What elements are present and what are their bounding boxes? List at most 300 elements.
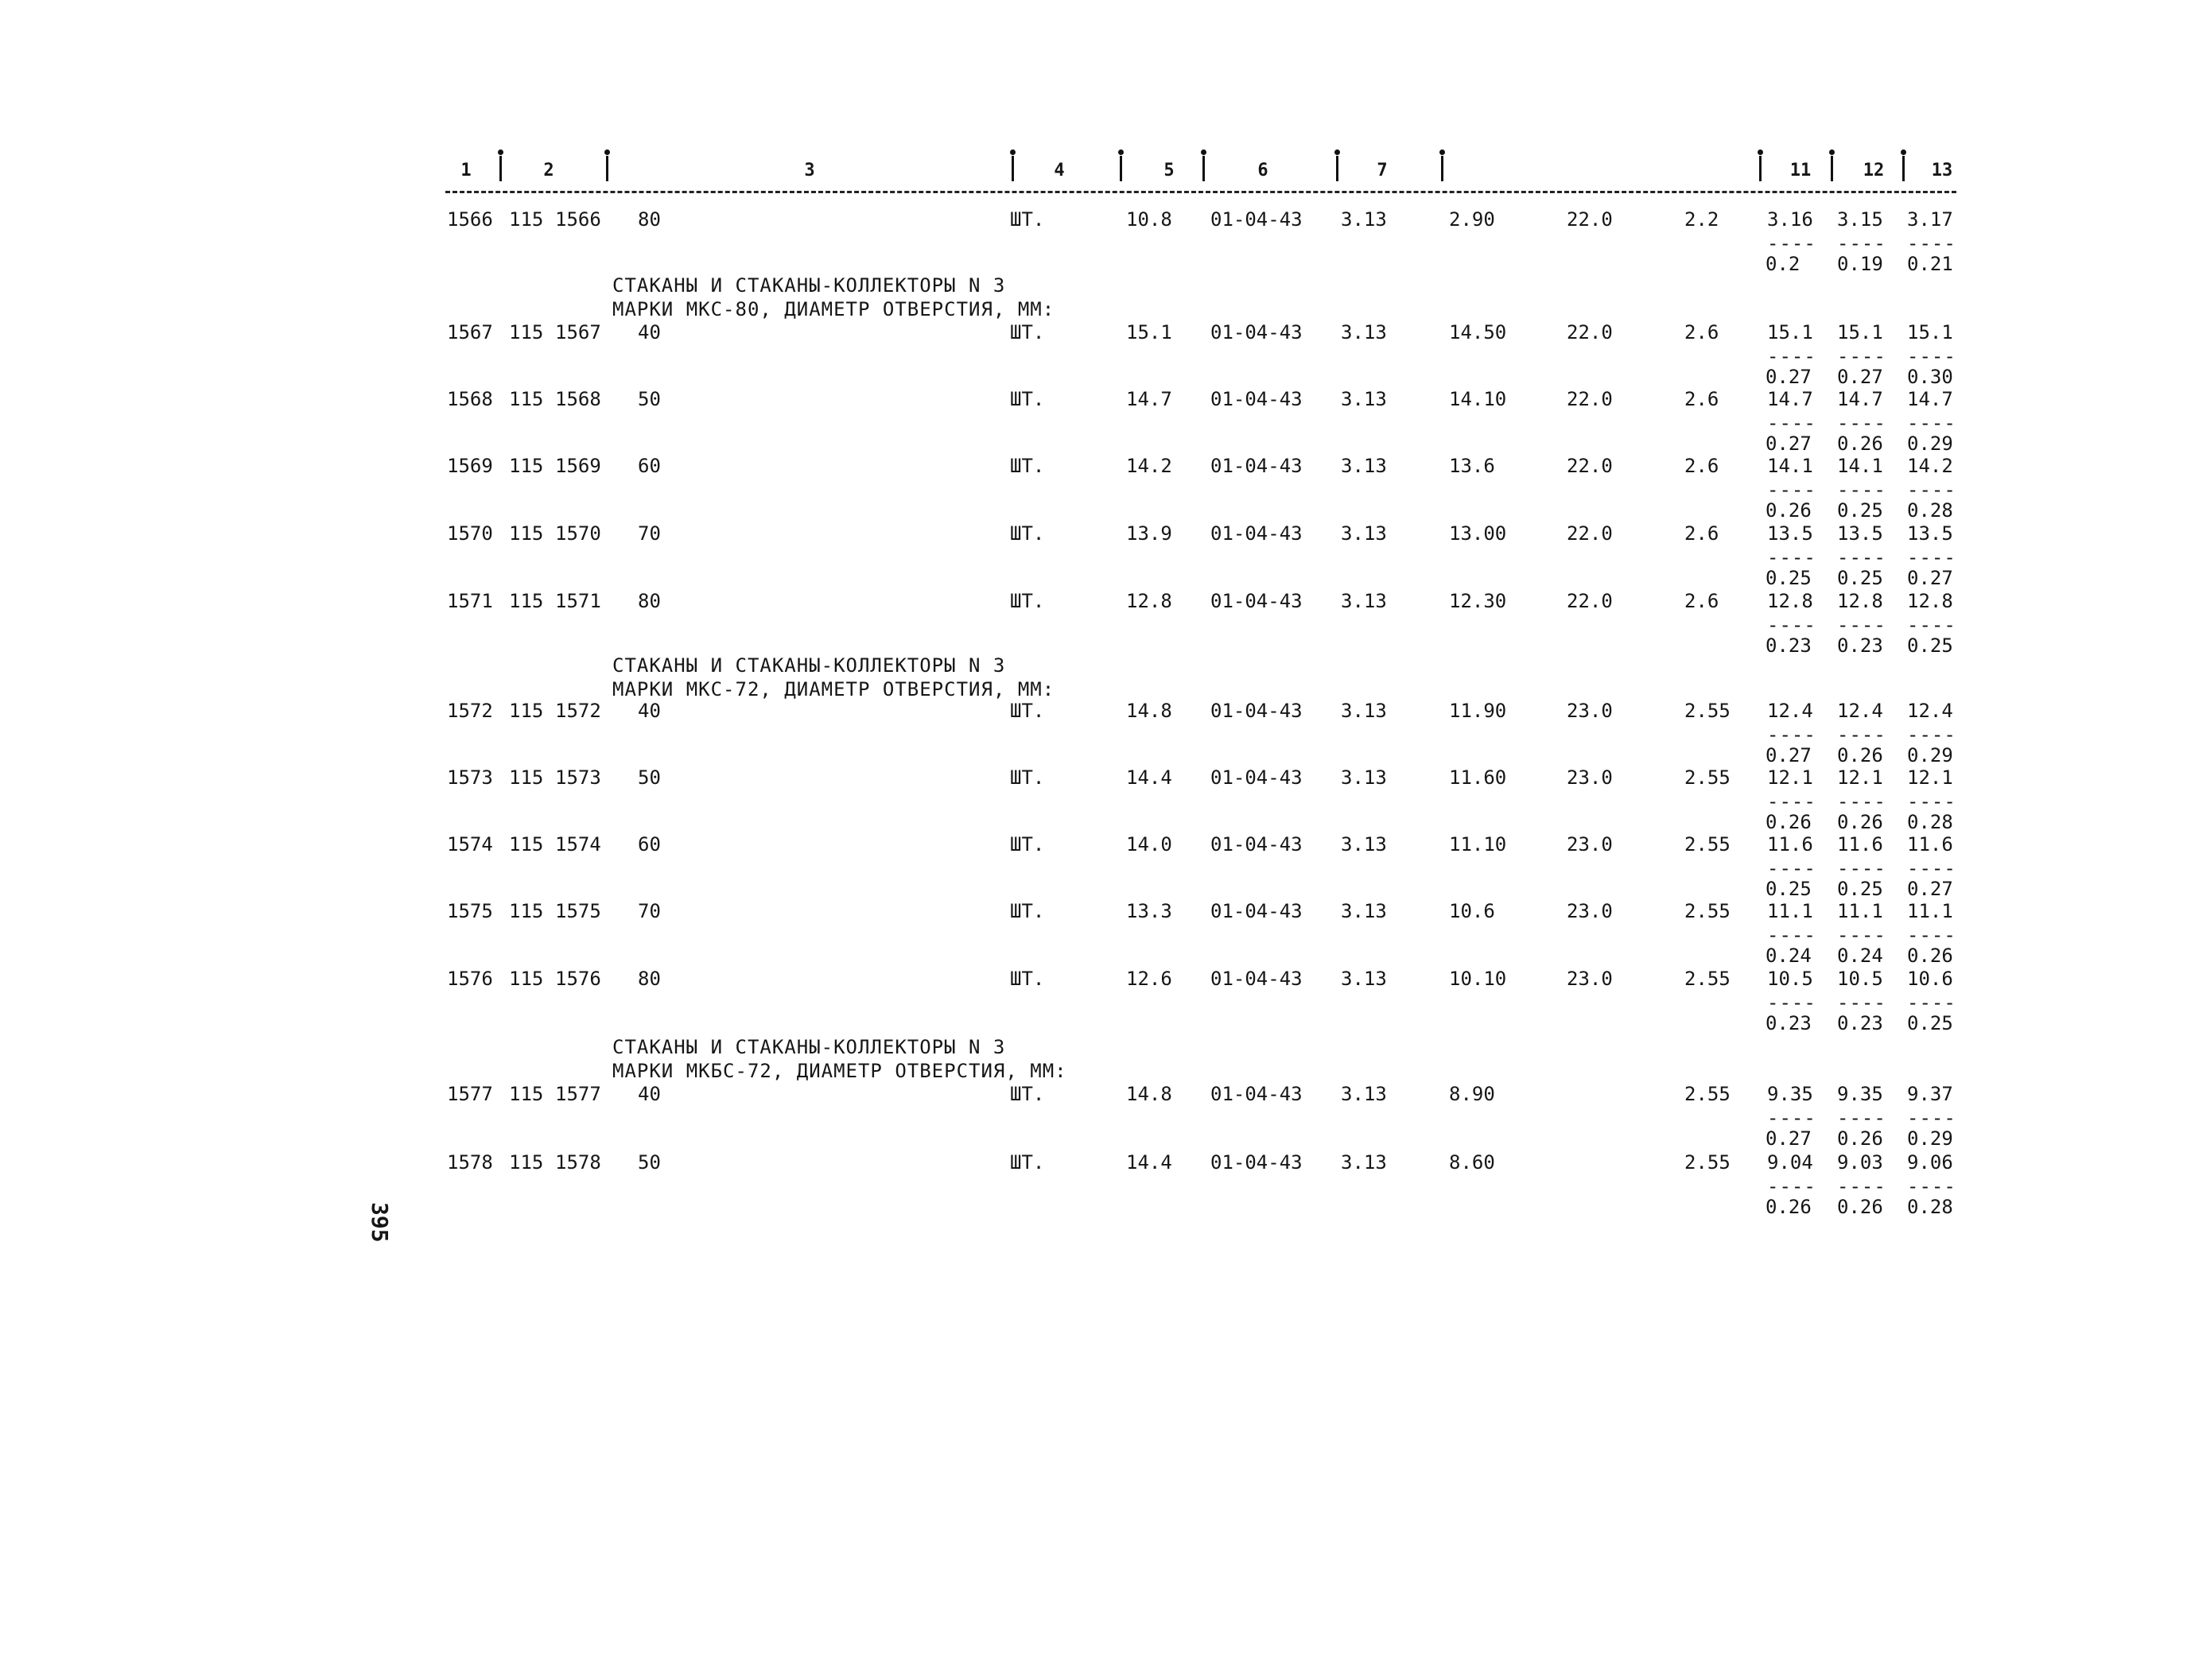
row-col9-value: 22.0 <box>1567 590 1613 612</box>
row-col13-value: 15.1 <box>1907 321 1953 343</box>
row-col7-value: 3.13 <box>1341 590 1387 612</box>
row-col7-value: 3.13 <box>1341 900 1387 922</box>
row-item-value: 60 <box>638 833 661 856</box>
row-code: 01-04-43 <box>1210 208 1303 231</box>
fraction-divider: ---- <box>1907 412 1956 434</box>
row-number-part1: 1576 <box>447 968 493 990</box>
row-col11-value: 10.5 <box>1767 968 1813 990</box>
row-denominator-value: 0.29 <box>1907 744 1953 766</box>
row-col12-value: 9.35 <box>1837 1083 1883 1105</box>
row-denominator-value: 0.28 <box>1907 1196 1953 1218</box>
row-number-part3: 1566 <box>555 208 601 231</box>
fraction-divider: ---- <box>1767 1107 1816 1129</box>
row-col5-value: 14.8 <box>1126 1083 1172 1105</box>
row-col8-value: 11.60 <box>1449 766 1507 789</box>
row-col7-value: 3.13 <box>1341 766 1387 789</box>
fraction-divider: ---- <box>1907 857 1956 879</box>
row-item-value: 50 <box>638 1151 661 1174</box>
row-col9-value: 22.0 <box>1567 388 1613 410</box>
row-number-part3: 1570 <box>555 522 601 545</box>
row-number-part3: 1578 <box>555 1151 601 1174</box>
table-row <box>0 388 2187 455</box>
fraction-divider: ---- <box>1837 479 1886 501</box>
row-col9-value: 22.0 <box>1567 208 1613 231</box>
row-col9-value: 23.0 <box>1567 900 1613 922</box>
row-denominator-value: 0.2 <box>1766 253 1800 275</box>
row-col12-value: 11.6 <box>1837 833 1883 856</box>
table-row <box>0 455 2187 522</box>
fraction-divider: ---- <box>1837 1175 1886 1197</box>
fraction-divider: ---- <box>1907 232 1956 254</box>
section-heading <box>612 1035 1067 1083</box>
row-col5-value: 14.4 <box>1126 1151 1172 1174</box>
row-col11-value: 9.35 <box>1767 1083 1813 1105</box>
fraction-divider: ---- <box>1837 546 1886 568</box>
fraction-divider: ---- <box>1767 232 1816 254</box>
row-item-value: 40 <box>638 700 661 722</box>
row-unit: ШТ. <box>1010 833 1045 856</box>
row-col10-value: 2.6 <box>1684 590 1719 612</box>
row-col5-value: 12.6 <box>1126 968 1172 990</box>
row-denominator-value: 0.27 <box>1766 366 1812 388</box>
column-separator <box>1902 156 1905 181</box>
row-col12-value: 12.4 <box>1837 700 1883 722</box>
row-col8-value: 10.10 <box>1449 968 1507 990</box>
row-col12-value: 12.8 <box>1837 590 1883 612</box>
fraction-divider: ---- <box>1907 924 1956 946</box>
fraction-divider: ---- <box>1907 1175 1956 1197</box>
row-col8-value: 10.6 <box>1449 900 1495 922</box>
row-col10-value: 2.2 <box>1684 208 1719 231</box>
section-heading <box>612 274 1055 321</box>
row-col8-value: 14.10 <box>1449 388 1507 410</box>
row-item-value: 70 <box>638 900 661 922</box>
col-2-label: 2 <box>543 161 554 180</box>
row-number-part1: 1569 <box>447 455 493 477</box>
row-denominator-value: 0.21 <box>1907 253 1953 275</box>
row-denominator-value: 0.27 <box>1766 744 1812 766</box>
row-col12-value: 13.5 <box>1837 522 1883 545</box>
row-number-part3: 1574 <box>555 833 601 856</box>
fraction-divider: ---- <box>1907 790 1956 813</box>
row-denominator-value: 0.19 <box>1837 253 1883 275</box>
row-denominator-value: 0.25 <box>1766 878 1812 900</box>
row-col11-value: 9.04 <box>1767 1151 1813 1174</box>
row-col13-value: 9.37 <box>1907 1083 1953 1105</box>
fraction-divider: ---- <box>1837 1107 1886 1129</box>
row-number-part3: 1571 <box>555 590 601 612</box>
row-code: 01-04-43 <box>1210 388 1303 410</box>
fraction-divider: ---- <box>1837 857 1886 879</box>
row-denominator-value: 0.26 <box>1766 811 1812 833</box>
row-code: 01-04-43 <box>1210 590 1303 612</box>
row-col5-value: 10.8 <box>1126 208 1172 231</box>
row-item-value: 40 <box>638 321 661 343</box>
row-unit: ШТ. <box>1010 1151 1045 1174</box>
col-4-label: 4 <box>1054 161 1065 180</box>
row-col7-value: 3.13 <box>1341 321 1387 343</box>
fraction-divider: ---- <box>1837 991 1886 1014</box>
fraction-divider: ---- <box>1907 546 1956 568</box>
row-col13-value: 11.1 <box>1907 900 1953 922</box>
row-denominator-value: 0.24 <box>1766 945 1812 967</box>
row-col13-value: 12.1 <box>1907 766 1953 789</box>
row-col10-value: 2.55 <box>1684 900 1731 922</box>
column-header <box>0 156 2187 188</box>
row-denominator-value: 0.25 <box>1837 567 1883 589</box>
col-7-label: 7 <box>1377 161 1388 180</box>
row-number-part1: 1568 <box>447 388 493 410</box>
row-denominator-value: 0.25 <box>1837 499 1883 522</box>
fraction-divider: ---- <box>1837 412 1886 434</box>
table-row <box>0 900 2187 967</box>
row-denominator-value: 0.23 <box>1837 634 1883 657</box>
row-code: 01-04-43 <box>1210 833 1303 856</box>
row-col13-value: 3.17 <box>1907 208 1953 231</box>
row-unit: ШТ. <box>1010 700 1045 722</box>
row-denominator-value: 0.27 <box>1766 1127 1812 1150</box>
fraction-divider: ---- <box>1837 345 1886 367</box>
fraction-divider: ---- <box>1907 345 1956 367</box>
row-denominator-value: 0.25 <box>1907 634 1953 657</box>
fraction-divider: ---- <box>1837 614 1886 636</box>
table-row <box>0 522 2187 589</box>
row-col10-value: 2.6 <box>1684 388 1719 410</box>
row-item-value: 40 <box>638 1083 661 1105</box>
fraction-divider: ---- <box>1907 614 1956 636</box>
fraction-divider: ---- <box>1767 479 1816 501</box>
row-number-part2: 115 <box>509 700 544 722</box>
row-col11-value: 12.8 <box>1767 590 1813 612</box>
row-code: 01-04-43 <box>1210 700 1303 722</box>
fraction-divider: ---- <box>1837 232 1886 254</box>
row-col8-value: 13.6 <box>1449 455 1495 477</box>
table-row <box>0 1151 2187 1218</box>
row-col5-value: 14.7 <box>1126 388 1172 410</box>
row-number-part2: 115 <box>509 522 544 545</box>
table-row <box>0 590 2187 657</box>
row-col10-value: 2.6 <box>1684 321 1719 343</box>
table-row <box>0 833 2187 900</box>
row-col8-value: 2.90 <box>1449 208 1495 231</box>
fraction-divider: ---- <box>1907 991 1956 1014</box>
row-number-part1: 1578 <box>447 1151 493 1174</box>
row-col9-value: 22.0 <box>1567 455 1613 477</box>
row-col13-value: 10.6 <box>1907 968 1953 990</box>
row-col10-value: 2.6 <box>1684 522 1719 545</box>
fraction-divider: ---- <box>1837 924 1886 946</box>
row-unit: ШТ. <box>1010 455 1045 477</box>
row-number-part2: 115 <box>509 321 544 343</box>
section-heading <box>612 654 1055 701</box>
row-col8-value: 12.30 <box>1449 590 1507 612</box>
row-denominator-value: 0.23 <box>1766 1012 1812 1034</box>
row-item-value: 80 <box>638 968 661 990</box>
row-number-part2: 115 <box>509 900 544 922</box>
row-item-value: 50 <box>638 766 661 789</box>
row-denominator-value: 0.29 <box>1907 1127 1953 1150</box>
row-code: 01-04-43 <box>1210 321 1303 343</box>
column-separator <box>1012 156 1014 181</box>
row-col5-value: 13.3 <box>1126 900 1172 922</box>
row-col10-value: 2.55 <box>1684 1083 1731 1105</box>
row-denominator-value: 0.24 <box>1837 945 1883 967</box>
row-col11-value: 3.16 <box>1767 208 1813 231</box>
row-col12-value: 9.03 <box>1837 1151 1883 1174</box>
row-unit: ШТ. <box>1010 590 1045 612</box>
row-denominator-value: 0.26 <box>1766 1196 1812 1218</box>
row-denominator-value: 0.27 <box>1837 366 1883 388</box>
row-col10-value: 2.55 <box>1684 766 1731 789</box>
row-denominator-value: 0.26 <box>1837 1196 1883 1218</box>
fraction-divider: ---- <box>1767 857 1816 879</box>
row-unit: ШТ. <box>1010 900 1045 922</box>
fraction-divider: ---- <box>1767 345 1816 367</box>
section-heading-line: МАРКИ МКС-80, ДИАМЕТР ОТВЕРСТИЯ, ММ: <box>612 298 1055 320</box>
row-item-value: 60 <box>638 455 661 477</box>
row-col5-value: 15.1 <box>1126 321 1172 343</box>
column-separator <box>1202 156 1205 181</box>
row-col11-value: 14.7 <box>1767 388 1813 410</box>
row-number-part1: 1573 <box>447 766 493 789</box>
row-denominator-value: 0.26 <box>1837 1127 1883 1150</box>
col-5-label: 5 <box>1163 161 1175 180</box>
row-code: 01-04-43 <box>1210 900 1303 922</box>
row-unit: ШТ. <box>1010 388 1045 410</box>
row-col7-value: 3.13 <box>1341 208 1387 231</box>
row-code: 01-04-43 <box>1210 766 1303 789</box>
row-denominator-value: 0.25 <box>1907 1012 1953 1034</box>
row-col11-value: 11.1 <box>1767 900 1813 922</box>
row-number-part3: 1569 <box>555 455 601 477</box>
row-unit: ШТ. <box>1010 522 1045 545</box>
fraction-divider: ---- <box>1767 924 1816 946</box>
row-number-part1: 1575 <box>447 900 493 922</box>
fraction-divider: ---- <box>1767 724 1816 746</box>
col-6-label: 6 <box>1257 161 1268 180</box>
row-number-part2: 115 <box>509 388 544 410</box>
row-col10-value: 2.55 <box>1684 1151 1731 1174</box>
row-unit: ШТ. <box>1010 208 1045 231</box>
column-separator <box>1441 156 1443 181</box>
row-col9-value: 22.0 <box>1567 522 1613 545</box>
row-denominator-value: 0.26 <box>1907 945 1953 967</box>
row-number-part2: 115 <box>509 455 544 477</box>
row-col12-value: 14.7 <box>1837 388 1883 410</box>
row-col10-value: 2.55 <box>1684 968 1731 990</box>
row-col11-value: 14.1 <box>1767 455 1813 477</box>
row-number-part3: 1567 <box>555 321 601 343</box>
table-row <box>0 1083 2187 1150</box>
row-code: 01-04-43 <box>1210 1151 1303 1174</box>
row-code: 01-04-43 <box>1210 455 1303 477</box>
row-col8-value: 11.10 <box>1449 833 1507 856</box>
row-denominator-value: 0.27 <box>1766 433 1812 455</box>
row-col11-value: 13.5 <box>1767 522 1813 545</box>
fraction-divider: ---- <box>1767 991 1816 1014</box>
section-heading-line: СТАКАНЫ И СТАКАНЫ-КОЛЛЕКТОРЫ N 3 <box>612 654 1006 677</box>
row-denominator-value: 0.28 <box>1907 499 1953 522</box>
row-col11-value: 15.1 <box>1767 321 1813 343</box>
row-unit: ШТ. <box>1010 968 1045 990</box>
row-col7-value: 3.13 <box>1341 700 1387 722</box>
fraction-divider: ---- <box>1767 412 1816 434</box>
col-3-label: 3 <box>804 161 815 180</box>
row-col7-value: 3.13 <box>1341 968 1387 990</box>
fraction-divider: ---- <box>1837 724 1886 746</box>
row-denominator-value: 0.23 <box>1837 1012 1883 1034</box>
column-separator <box>1831 156 1833 181</box>
table-row <box>0 968 2187 1034</box>
row-number-part3: 1576 <box>555 968 601 990</box>
row-unit: ШТ. <box>1010 321 1045 343</box>
row-number-part1: 1567 <box>447 321 493 343</box>
row-item-value: 70 <box>638 522 661 545</box>
row-col12-value: 14.1 <box>1837 455 1883 477</box>
section-heading-line: СТАКАНЫ И СТАКАНЫ-КОЛЛЕКТОРЫ N 3 <box>612 1036 1006 1058</box>
row-col7-value: 3.13 <box>1341 1083 1387 1105</box>
table-row <box>0 321 2187 388</box>
row-col7-value: 3.13 <box>1341 388 1387 410</box>
row-col5-value: 14.2 <box>1126 455 1172 477</box>
row-col10-value: 2.55 <box>1684 833 1731 856</box>
row-col5-value: 14.8 <box>1126 700 1172 722</box>
row-col13-value: 12.8 <box>1907 590 1953 612</box>
section-heading-line: МАРКИ МКС-72, ДИАМЕТР ОТВЕРСТИЯ, ММ: <box>612 678 1055 700</box>
row-col10-value: 2.55 <box>1684 700 1731 722</box>
row-col13-value: 13.5 <box>1907 522 1953 545</box>
col-1-label: 1 <box>460 161 472 180</box>
row-number-part1: 1570 <box>447 522 493 545</box>
fraction-divider: ---- <box>1767 790 1816 813</box>
col-12-label: 12 <box>1863 161 1885 180</box>
col-13-label: 13 <box>1931 161 1953 180</box>
fraction-divider: ---- <box>1907 479 1956 501</box>
table-row <box>0 766 2187 833</box>
table-row <box>0 208 2187 275</box>
row-denominator-value: 0.29 <box>1907 433 1953 455</box>
row-col9-value: 23.0 <box>1567 700 1613 722</box>
row-number-part2: 115 <box>509 766 544 789</box>
column-separator <box>1336 156 1338 181</box>
row-number-part3: 1572 <box>555 700 601 722</box>
row-col7-value: 3.13 <box>1341 1151 1387 1174</box>
row-col5-value: 12.8 <box>1126 590 1172 612</box>
header-divider <box>445 191 1956 193</box>
row-col12-value: 15.1 <box>1837 321 1883 343</box>
row-col10-value: 2.6 <box>1684 455 1719 477</box>
row-col13-value: 12.4 <box>1907 700 1953 722</box>
row-denominator-value: 0.30 <box>1907 366 1953 388</box>
row-col8-value: 8.60 <box>1449 1151 1495 1174</box>
row-denominator-value: 0.26 <box>1766 499 1812 522</box>
fraction-divider: ---- <box>1837 790 1886 813</box>
row-item-value: 50 <box>638 388 661 410</box>
row-item-value: 80 <box>638 208 661 231</box>
row-denominator-value: 0.26 <box>1837 811 1883 833</box>
col-11-label: 11 <box>1789 161 1812 180</box>
row-number-part3: 1568 <box>555 388 601 410</box>
row-number-part2: 115 <box>509 968 544 990</box>
row-col13-value: 9.06 <box>1907 1151 1953 1174</box>
row-number-part1: 1577 <box>447 1083 493 1105</box>
row-denominator-value: 0.23 <box>1766 634 1812 657</box>
row-col9-value: 23.0 <box>1567 766 1613 789</box>
row-number-part2: 115 <box>509 590 544 612</box>
row-number-part1: 1566 <box>447 208 493 231</box>
row-col9-value: 22.0 <box>1567 321 1613 343</box>
row-item-value: 80 <box>638 590 661 612</box>
row-number-part2: 115 <box>509 833 544 856</box>
row-unit: ШТ. <box>1010 1083 1045 1105</box>
row-col7-value: 3.13 <box>1341 833 1387 856</box>
column-separator <box>499 156 502 181</box>
row-code: 01-04-43 <box>1210 968 1303 990</box>
row-col9-value: 23.0 <box>1567 833 1613 856</box>
column-separator <box>1120 156 1122 181</box>
fraction-divider: ---- <box>1767 1175 1816 1197</box>
fraction-divider: ---- <box>1767 614 1816 636</box>
column-separator <box>606 156 608 181</box>
table-row <box>0 700 2187 766</box>
row-col8-value: 13.00 <box>1449 522 1507 545</box>
row-denominator-value: 0.25 <box>1837 878 1883 900</box>
row-col13-value: 11.6 <box>1907 833 1953 856</box>
fraction-divider: ---- <box>1907 1107 1956 1129</box>
row-col12-value: 3.15 <box>1837 208 1883 231</box>
row-denominator-value: 0.27 <box>1907 567 1953 589</box>
row-number-part2: 115 <box>509 1151 544 1174</box>
row-col7-value: 3.13 <box>1341 522 1387 545</box>
row-col11-value: 11.6 <box>1767 833 1813 856</box>
row-col12-value: 10.5 <box>1837 968 1883 990</box>
row-col13-value: 14.7 <box>1907 388 1953 410</box>
row-denominator-value: 0.26 <box>1837 744 1883 766</box>
row-col12-value: 11.1 <box>1837 900 1883 922</box>
row-unit: ШТ. <box>1010 766 1045 789</box>
row-number-part3: 1577 <box>555 1083 601 1105</box>
row-col8-value: 14.50 <box>1449 321 1507 343</box>
row-denominator-value: 0.26 <box>1837 433 1883 455</box>
section-heading-line: МАРКИ МКБС-72, ДИАМЕТР ОТВЕРСТИЯ, ММ: <box>612 1060 1067 1082</box>
row-number-part1: 1572 <box>447 700 493 722</box>
row-col5-value: 14.4 <box>1126 766 1172 789</box>
row-number-part2: 115 <box>509 1083 544 1105</box>
row-col5-value: 13.9 <box>1126 522 1172 545</box>
row-code: 01-04-43 <box>1210 522 1303 545</box>
row-code: 01-04-43 <box>1210 1083 1303 1105</box>
row-denominator-value: 0.27 <box>1907 878 1953 900</box>
section-heading-line: СТАКАНЫ И СТАКАНЫ-КОЛЛЕКТОРЫ N 3 <box>612 274 1006 297</box>
row-denominator-value: 0.25 <box>1766 567 1812 589</box>
row-col12-value: 12.1 <box>1837 766 1883 789</box>
page-number: 395 <box>367 1202 393 1243</box>
row-col11-value: 12.1 <box>1767 766 1813 789</box>
row-number-part3: 1573 <box>555 766 601 789</box>
row-number-part1: 1574 <box>447 833 493 856</box>
row-number-part1: 1571 <box>447 590 493 612</box>
row-number-part3: 1575 <box>555 900 601 922</box>
column-separator <box>1759 156 1762 181</box>
row-col5-value: 14.0 <box>1126 833 1172 856</box>
fraction-divider: ---- <box>1907 724 1956 746</box>
row-col7-value: 3.13 <box>1341 455 1387 477</box>
row-col8-value: 11.90 <box>1449 700 1507 722</box>
row-col9-value: 23.0 <box>1567 968 1613 990</box>
row-col13-value: 14.2 <box>1907 455 1953 477</box>
fraction-divider: ---- <box>1767 546 1816 568</box>
row-col11-value: 12.4 <box>1767 700 1813 722</box>
